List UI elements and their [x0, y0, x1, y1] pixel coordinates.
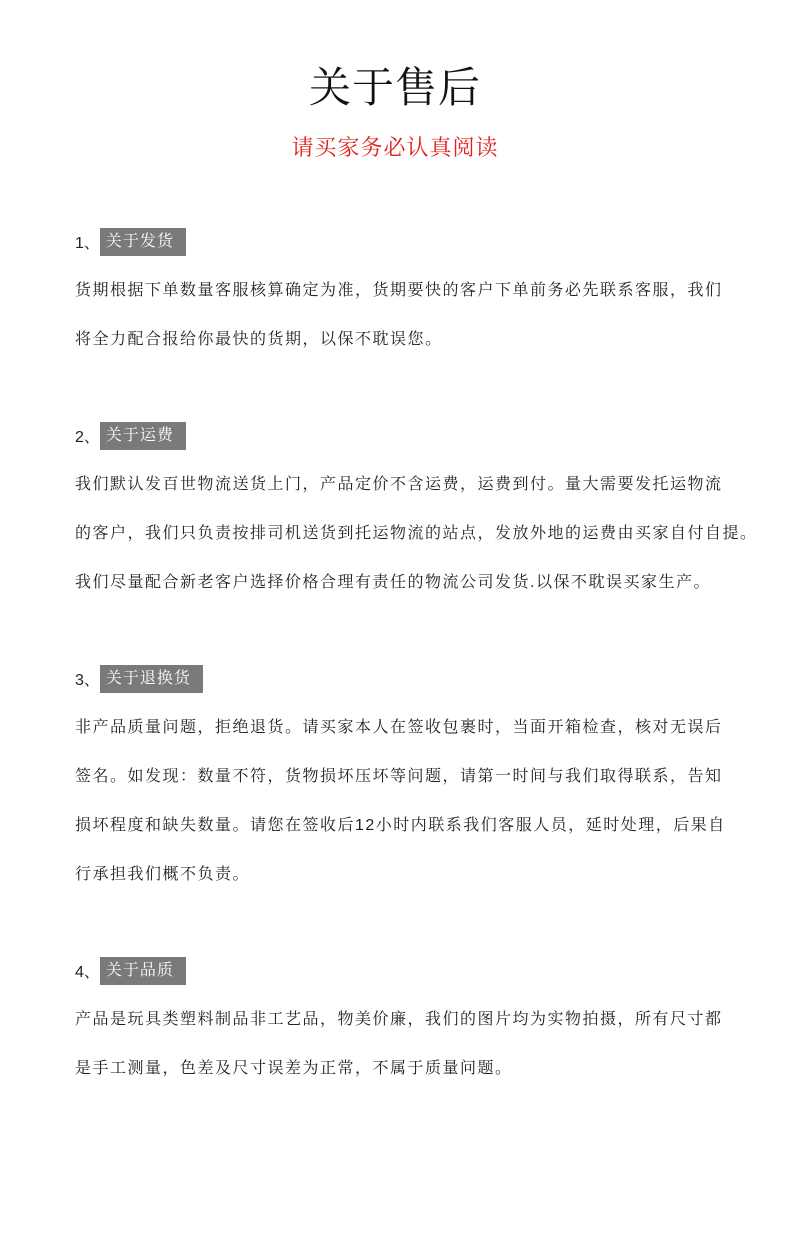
section-heading [75, 217, 790, 266]
section-title-tag: 关于退换货 [100, 665, 203, 693]
section-shipping [75, 217, 790, 364]
paragraph-line: 货期根据下单数量客服核算确定为准，货期要快的客户下单前务必先联系客服，我们 [75, 282, 723, 299]
section-freight [75, 411, 790, 607]
section-number: 2、 [75, 429, 100, 446]
paragraph-line: 行承担我们概不负责。 [75, 866, 251, 883]
paragraph-line: 将全力配合报给你最快的货期，以保不耽误您。 [75, 331, 443, 348]
section-title-tag: 关于运费 [100, 422, 186, 450]
section-quality [75, 946, 790, 1093]
document-body [0, 217, 790, 1093]
paragraph-line: 非产品质量问题，拒绝退货。请买家本人在签收包裹时，当面开箱检查，核对无误后 [75, 719, 723, 736]
section-heading [75, 946, 790, 995]
paragraph-line: 的客户，我们只负责按排司机送货到托运物流的站点，发放外地的运费由买家自付自提。 [75, 525, 758, 542]
page-title: 关于售后 [308, 64, 481, 111]
page-subtitle: 请买家务必认真阅读 [291, 135, 499, 160]
section-heading [75, 411, 790, 460]
paragraph-line: 我们尽量配合新老客户选择价格合理有责任的物流公司发货.以保不耽误买家生产。 [75, 574, 711, 591]
paragraph-line: 产品是玩具类塑料制品非工艺品，物美价廉，我们的图片均为实物拍摄，所有尺寸都 [75, 1011, 723, 1028]
section-number: 1、 [75, 235, 100, 252]
paragraph-line: 损坏程度和缺失数量。请您在签收后12小时内联系我们客服人员，延时处理，后果自 [75, 817, 726, 834]
section-heading [75, 654, 790, 703]
section-returns [75, 654, 790, 899]
section-number: 4、 [75, 964, 100, 981]
section-number: 3、 [75, 672, 100, 689]
section-title-tag: 关于发货 [100, 228, 186, 256]
paragraph-line: 我们默认发百世物流送货上门，产品定价不含运费，运费到付。量大需要发托运物流 [75, 476, 723, 493]
paragraph-line: 签名。如发现：数量不符，货物损坏压坏等问题，请第一时间与我们取得联系，告知 [75, 768, 723, 785]
section-title-tag: 关于品质 [100, 957, 186, 985]
paragraph-line: 是手工测量，色差及尺寸误差为正常，不属于质量问题。 [75, 1060, 513, 1077]
